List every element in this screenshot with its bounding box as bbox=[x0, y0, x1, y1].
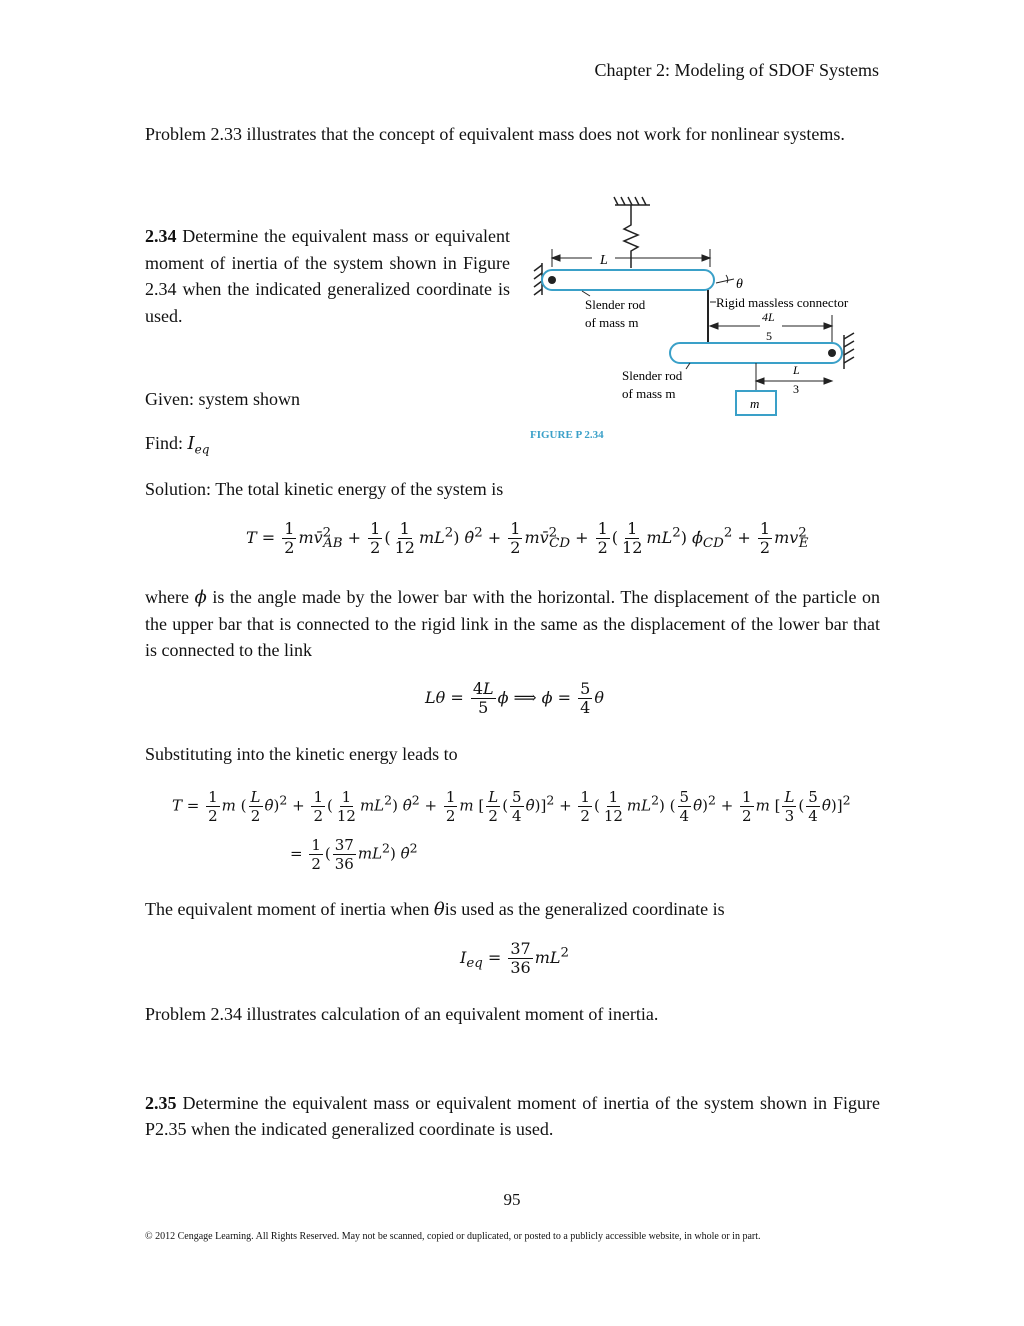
right-wall bbox=[844, 333, 854, 369]
problem-234-statement bbox=[145, 223, 510, 329]
theta-marker bbox=[716, 275, 734, 283]
where-text-1: where bbox=[145, 587, 195, 607]
equation-ieq: $I_{eq}$ = $\frac{37}{36}$ $mL^2$ bbox=[460, 939, 569, 977]
given-line: Given: system shown bbox=[145, 389, 300, 409]
closing-line: Problem 2.34 illustrates calculation of an equivalent moment of inertia. bbox=[145, 1004, 659, 1024]
find-sub: eq bbox=[194, 442, 210, 457]
problem-number: 2.34 bbox=[145, 226, 177, 246]
equation-substituted: T = $\frac{1}{2}$ m ( $\frac{L}{2}$ θ̇)$^2$ + $\frac{1}{2}$ ( $\frac{1}{12}$ $mL^2$) θ̇$^2$ + $\frac{1}{2}$ m [ $\frac{L}{2}$ ( $\frac{5}{4}$ θ̇)]$^2$ + $\frac{1}{2}$ ( $\frac{1}{12}$ $mL^2$) ( $\frac{5}{4}$ θ̇)$^2$ + $\frac{1}{2}$ m [ $\frac{L}{3}$ ( $\frac{5}{4}$ θ̇)]$^2$ bbox=[172, 788, 851, 825]
spring bbox=[624, 205, 638, 268]
label-m: m bbox=[750, 396, 760, 411]
where-paragraph bbox=[145, 584, 880, 663]
find-label: Find: bbox=[145, 433, 188, 453]
label-mass-2: of mass m bbox=[622, 386, 676, 401]
solution-intro: Solution: The total kinetic energy of the system is bbox=[145, 479, 504, 499]
upper-pin bbox=[548, 276, 556, 284]
label-slender-rod-2: Slender rod bbox=[622, 368, 683, 383]
lower-rod bbox=[670, 343, 842, 363]
problem-235-text: Determine the equivalent mass or equivalent moment of inertia of the system shown in Figure P2.35 when the indicated generalized coordinate is used. bbox=[145, 1093, 880, 1139]
label-L3-den: 3 bbox=[793, 382, 799, 396]
substituting-line: Substituting into the kinetic energy leads to bbox=[145, 744, 458, 764]
problem-text: Determine the equivalent mass or equivalent moment of inertia of the system shown in Figure 2.34 when the indicated generalized coordinate is used. bbox=[145, 226, 511, 326]
label-L: L bbox=[600, 253, 608, 268]
equation-kinetic-energy: T = $\frac{1}{2}$ mv̄$^2_{AB}$ + $\frac{1}{2}$ ( $\frac{1}{12}$ $mL^2$) θ̇$^2$ + $\frac{1}{2}$ mv̄$^2_{CD}$ + $\frac{1}{2}$ ( $\frac{1}{12}$ $mL^2$) $\phi̇_{CD}^2$ + $\frac{1}{2}$ $mv^2_E$ bbox=[246, 519, 809, 557]
label-5: 5 bbox=[766, 329, 772, 343]
figure-caption: FIGURE P 2.34 bbox=[530, 429, 604, 441]
copyright-notice: © 2012 Cengage Learning. All Rights Reserved. May not be scanned, copied or duplicated, or posted to a publicly accessible website, in whole or in part. bbox=[145, 1231, 761, 1242]
equiv-text-1: The equivalent moment of inertia when bbox=[145, 899, 434, 919]
problem-235-number: 2.35 bbox=[145, 1093, 177, 1113]
figure-p2-34 bbox=[520, 193, 880, 448]
find-var: I bbox=[187, 433, 195, 454]
equiv-text-2: is used as the generalized coordinate is bbox=[444, 899, 725, 919]
label-theta: θ bbox=[736, 277, 743, 292]
ceiling-support bbox=[614, 197, 650, 205]
label-connector: Rigid massless connector bbox=[716, 295, 849, 310]
where-text-2: is the angle made by the lower bar with the horizontal. The displacement of the particle on the upper bar that is connected to the rigid link in the same as the displacement of the lower bar that is connected to the link bbox=[145, 587, 880, 660]
equation-result: = $\frac{1}{2}$ ( $\frac{37}{36}$ $mL^2$) θ̇$^2$ bbox=[290, 836, 418, 873]
label-L3-num: L bbox=[793, 363, 800, 377]
label-mass-1: of mass m bbox=[585, 315, 639, 330]
upper-rod bbox=[542, 270, 714, 290]
equation-displacement: Lθ = $\frac{4L}{5}$ ϕ ⟹ ϕ = $\frac{5}{4}$ θ bbox=[425, 679, 604, 717]
intro-paragraph: Problem 2.33 illustrates that the concept of equivalent mass does not work for nonlinear systems. bbox=[145, 124, 845, 144]
find-line bbox=[145, 433, 209, 457]
equivalent-line bbox=[145, 899, 725, 920]
page-number: 95 bbox=[503, 1190, 521, 1209]
left-wall bbox=[534, 263, 542, 295]
lower-pin bbox=[828, 349, 836, 357]
where-sym: ϕ bbox=[194, 587, 207, 608]
equiv-sym: θ bbox=[433, 899, 445, 920]
problem-235-statement bbox=[145, 1090, 880, 1142]
page-header: Chapter 2: Modeling of SDOF Systems bbox=[594, 60, 879, 80]
label-4L: 4L bbox=[762, 310, 775, 324]
label-slender-rod-1: Slender rod bbox=[585, 297, 646, 312]
